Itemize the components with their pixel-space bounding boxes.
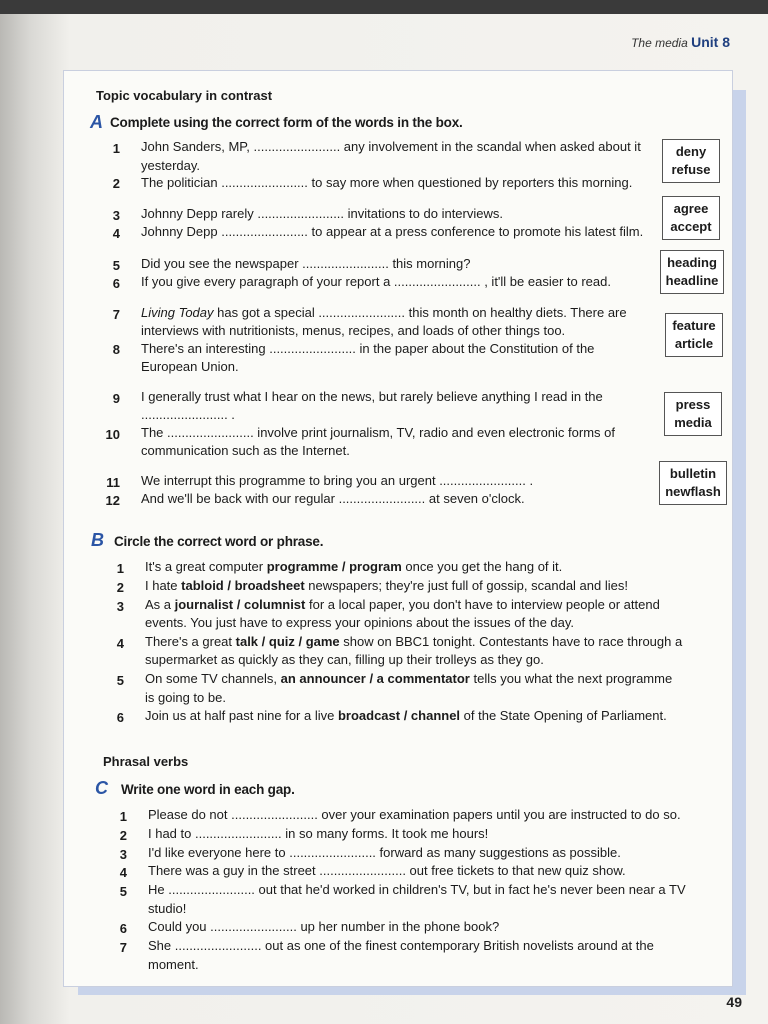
b-item-3-pre: As a xyxy=(145,597,175,612)
b-item-3-post: for a local paper, you don't have to interview people or attend xyxy=(305,597,660,612)
word-box-1-word-2: refuse xyxy=(671,162,711,177)
a-num-5: 5 xyxy=(112,258,120,273)
running-head-title: The media xyxy=(631,36,688,50)
b-num-6: 6 xyxy=(116,710,124,725)
word-box-4-word-2: article xyxy=(674,336,714,351)
top-edge xyxy=(0,0,768,14)
section-a-title: Complete using the correct form of the words in the box. xyxy=(110,115,463,130)
b-item-3 xyxy=(145,596,660,614)
section-b-title: Circle the correct word or phrase. xyxy=(114,534,324,549)
c-num-2: 2 xyxy=(119,828,127,843)
b-item-1-post: once you get the hang of it. xyxy=(401,559,563,574)
a-line-1b: yesterday. xyxy=(141,158,201,173)
word-box-4-word-1: feature xyxy=(672,318,716,333)
a-num-1: 1 xyxy=(112,141,120,156)
section-c-title: Write one word in each gap. xyxy=(121,782,295,797)
c-num-7: 7 xyxy=(119,940,127,955)
c-line-5: He ........................ out that he'd worked in children's TV, but in fact he's never been near a TV xyxy=(148,882,686,897)
c-line-3: I'd like everyone here to ........................ forward as many suggestions as possible. xyxy=(148,845,621,860)
b-num-5: 5 xyxy=(116,673,124,688)
a-num-6: 6 xyxy=(112,276,120,291)
a-num-10: 10 xyxy=(105,427,120,442)
c-line-7b: moment. xyxy=(148,957,199,972)
a-line-6: If you give every paragraph of your report a ........................ , it'll be easier to read. xyxy=(141,274,611,289)
c-line-6: Could you ........................ up her number in the phone book? xyxy=(148,919,500,934)
a-num-12: 12 xyxy=(105,493,120,508)
word-box-2 xyxy=(662,196,720,240)
c-line-7: She ........................ out as one of the finest contemporary British novelists around at the xyxy=(148,938,654,953)
word-box-1 xyxy=(662,139,720,183)
section-c-letter: C xyxy=(95,778,108,798)
a-line-8: There's an interesting ........................ in the paper about the Constitution of the xyxy=(141,341,595,356)
magazine-title: Living Today xyxy=(141,305,214,320)
c-num-4: 4 xyxy=(119,865,127,880)
a-num-2: 2 xyxy=(112,176,120,191)
b-item-4-options: talk / quiz / game xyxy=(235,634,340,649)
b-item-1-pre: It's a great computer xyxy=(145,559,267,574)
topic-heading: Topic vocabulary in contrast xyxy=(96,88,273,103)
c-line-2: I had to ........................ in so many forms. It took me hours! xyxy=(148,826,489,841)
a-line-12: And we'll be back with our regular ........................ at seven o'clock. xyxy=(141,491,525,506)
section-a-letter: A xyxy=(90,112,103,132)
a-num-3: 3 xyxy=(112,208,120,223)
a-line-9b: ........................ . xyxy=(141,407,235,422)
a-line-1: John Sanders, MP, ........................ any involvement in the scandal when asked about it xyxy=(141,139,641,154)
b-item-5-options: an announcer / a commentator xyxy=(280,671,470,686)
b-num-1: 1 xyxy=(116,561,124,576)
word-box-6-word-2: newflash xyxy=(665,484,721,499)
b-num-2: 2 xyxy=(116,580,124,595)
a-line-9: I generally trust what I hear on the news, but rarely believe anything I read in the xyxy=(141,389,603,404)
a-line-7b: interviews with nutritionists, menus, recipes, and loads of other things too. xyxy=(141,323,566,338)
b-item-5-cont: is going to be. xyxy=(145,690,226,705)
word-box-5 xyxy=(664,392,722,436)
b-item-2-options: tabloid / broadsheet xyxy=(181,578,305,593)
b-item-6-options: broadcast / channel xyxy=(337,708,461,723)
b-item-6-post: of the State Opening of Parliament. xyxy=(460,708,667,723)
a-line-4: Johnny Depp ........................ to appear at a press conference to promote his latest film. xyxy=(141,224,644,239)
a-line-11: We interrupt this programme to bring you an urgent ........................ . xyxy=(141,473,534,488)
b-item-5-pre: On some TV channels, xyxy=(145,671,281,686)
a-line-7 xyxy=(141,304,627,322)
a-num-9: 9 xyxy=(112,391,120,406)
page-number: 49 xyxy=(726,994,742,1010)
running-head-unit: Unit 8 xyxy=(691,34,730,50)
word-box-4 xyxy=(665,313,723,357)
word-box-1-word-1: deny xyxy=(675,144,707,159)
b-item-1-options: programme / program xyxy=(266,559,402,574)
b-num-4: 4 xyxy=(116,636,124,651)
c-line-1: Please do not ........................ over your examination papers until you are instructed to do so. xyxy=(148,807,681,822)
a-line-8b: European Union. xyxy=(141,359,239,374)
word-box-3-word-1: heading xyxy=(667,255,717,270)
a-num-11: 11 xyxy=(106,475,120,490)
b-item-6-pre: Join us at half past nine for a live xyxy=(145,708,338,723)
b-item-3-options: journalist / columnist xyxy=(174,597,306,612)
b-item-5-post: tells you what the next programme xyxy=(469,671,673,686)
b-item-2-pre: I hate xyxy=(145,578,182,593)
a-num-7: 7 xyxy=(112,307,120,322)
word-box-2-word-2: accept xyxy=(670,219,712,234)
b-item-1 xyxy=(145,558,562,576)
b-item-4-post: show on BBC1 tonight. Contestants have to race through a xyxy=(339,634,683,649)
c-num-6: 6 xyxy=(119,921,127,936)
a-line-7-text: has got a special ........................ this month on healthy diets. There are xyxy=(217,305,627,320)
a-line-5: Did you see the newspaper ........................ this morning? xyxy=(141,256,471,271)
b-item-6 xyxy=(145,707,667,725)
a-line-2: The politician ........................ to say more when questioned by reporters this morning. xyxy=(141,175,633,190)
section-b-letter: B xyxy=(91,530,104,550)
b-item-2 xyxy=(145,577,628,595)
b-item-4-cont: supermarket as quickly as they can, filling up their trolleys as they go. xyxy=(145,652,544,667)
c-line-4: There was a guy in the street ........................ out free tickets to that new quiz show. xyxy=(148,863,626,878)
c-num-1: 1 xyxy=(119,809,127,824)
b-item-5 xyxy=(145,670,672,688)
word-box-3 xyxy=(660,250,724,294)
a-num-4: 4 xyxy=(112,226,120,241)
b-num-3: 3 xyxy=(116,599,124,614)
a-line-3: Johnny Depp rarely ........................ invitations to do interviews. xyxy=(141,206,503,221)
b-item-2-post: newspapers; they're just full of gossip, scandal and lies! xyxy=(304,578,628,593)
b-item-4-pre: There's a great xyxy=(145,634,236,649)
word-box-2-word-1: agree xyxy=(673,201,709,216)
a-line-10b: communication such as the Internet. xyxy=(141,443,350,458)
running-head xyxy=(631,34,730,50)
c-line-5b: studio! xyxy=(148,901,187,916)
phrasal-heading: Phrasal verbs xyxy=(103,754,189,769)
word-box-5-word-1: press xyxy=(675,397,711,412)
a-num-8: 8 xyxy=(112,342,120,357)
a-line-10: The ........................ involve print journalism, TV, radio and even electronic forms of xyxy=(141,425,615,440)
c-num-3: 3 xyxy=(119,847,127,862)
word-box-3-word-2: headline xyxy=(665,273,719,288)
c-num-5: 5 xyxy=(119,884,127,899)
b-item-4 xyxy=(145,633,682,651)
word-box-5-word-2: media xyxy=(674,415,712,430)
word-box-6-word-1: bulletin xyxy=(669,466,717,481)
word-box-6 xyxy=(659,461,727,505)
b-item-3-cont: events. You just have to express your opinions about the issues of the day. xyxy=(145,615,575,630)
